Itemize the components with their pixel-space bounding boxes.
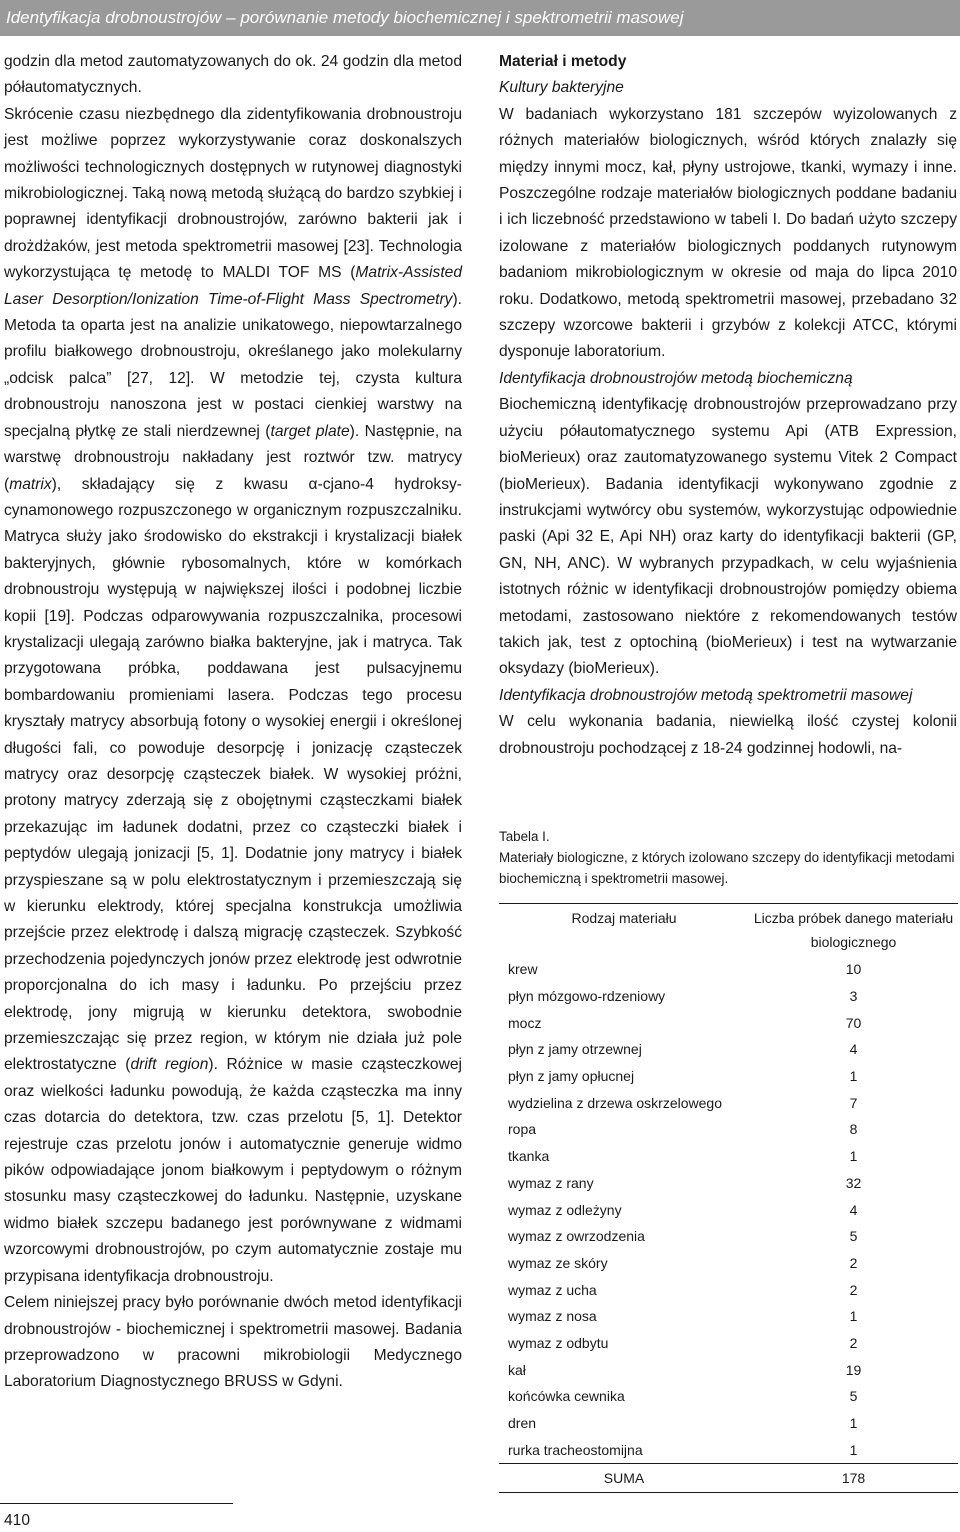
- term: drift region: [130, 1056, 209, 1074]
- material-name: kał: [508, 1361, 526, 1378]
- material-name: ropa: [508, 1121, 537, 1138]
- material-name: mocz: [508, 1014, 542, 1031]
- sample-count: 10: [845, 961, 862, 978]
- material-name: wymaz z nosa: [508, 1308, 597, 1325]
- material-name: wymaz z odleżyny: [508, 1201, 622, 1218]
- sample-count: 70: [845, 1014, 862, 1031]
- table-row: [499, 1170, 958, 1197]
- material-name: płyn z jamy otrzewnej: [508, 1041, 642, 1058]
- sample-count: 32: [845, 1174, 862, 1191]
- subsection-title: Identyfikacja drobnoustrojów metodą biochemiczną: [499, 369, 853, 387]
- material-name: wymaz z owrzodzenia: [508, 1228, 645, 1245]
- sample-count: 1: [849, 1441, 858, 1458]
- material-name: wymaz ze skóry: [508, 1254, 608, 1271]
- term: matrix: [9, 475, 52, 493]
- text-run: ). Różnice w masie cząsteczkowej oraz wielkości ładunku powodują, że każda cząsteczka ma inny czas dotarcia do detektora, tzw. czas przelotu [5, 1]. Detektor rejestruje czas przelotu jonów i automatycznie generuje widmo pików odpowiadające jonom białkowym i peptydowym o różnym stosunku masy cząsteczkowej do ładunku. Następnie, uzyskane widmo białek szczepu badanego jest porównywane z widmami wzorcowymi drobnoustrojów, po czym automatycznie zostaje mu przypisana identyfikacja drobnoustroju.: [4, 1056, 462, 1285]
- sample-count: 2: [849, 1334, 858, 1351]
- sample-count: 2: [849, 1254, 858, 1271]
- table-row: [499, 1116, 958, 1143]
- subsection-title: Kultury bakteryjne: [499, 79, 624, 97]
- table-row: [499, 1143, 958, 1170]
- material-name: krew: [508, 961, 538, 978]
- table-sum-row: [499, 1464, 958, 1493]
- sample-count: 5: [849, 1228, 858, 1245]
- table-body: [499, 956, 958, 1464]
- paragraph: W badaniach wykorzystano 181 szczepów wyizolowanych z różnych materiałów biologicznych, wśród których znalazły się między innymi mocz, kał, płyny ustrojowe, tkanki, wymazy i inne. Poszczególne rodzaje materiałów biologicznych poddane badaniu i ich liczebność przedstawiono w tabeli I. Do badań użyto szczepy izolowane z materiałów biologicznych poddanych rutynowym badaniom mikrobiologicznym w okresie od maja do lipca 2010 roku. Dodatkowo, metodą spektrometrii masowej, przebadano 32 szczepy wzorcowe bakterii i grzybów z kolekcji ATCC, którymi dysponuje laboratorium.: [499, 105, 957, 361]
- material-name: dren: [508, 1415, 537, 1432]
- table-row: [499, 956, 958, 983]
- table-row: [499, 1330, 958, 1357]
- material-name: płyn mózgowo-rdzeniowy: [508, 988, 666, 1005]
- sample-count: 8: [849, 1121, 858, 1138]
- sample-count: 4: [849, 1201, 858, 1218]
- table-label: Tabela I.: [499, 829, 550, 844]
- sample-count: 1: [849, 1308, 858, 1325]
- material-name: wymaz z ucha: [508, 1281, 597, 1298]
- right-column: [499, 49, 957, 762]
- sum-label: SUMA: [499, 1464, 749, 1493]
- section-title: Materiał i metody: [499, 53, 627, 70]
- sample-count: 1: [849, 1415, 858, 1432]
- sample-count: 1: [849, 1148, 858, 1165]
- table-row: [499, 1436, 958, 1463]
- table-row: [499, 1303, 958, 1330]
- column-header-material: Rodzaj materiału: [499, 904, 749, 957]
- material-name: wydzielina z drzewa oskrzelowego: [508, 1094, 722, 1111]
- material-name: wymaz z rany: [508, 1174, 594, 1191]
- sample-count: 7: [849, 1094, 858, 1111]
- text-run: ). Następnie, na warstwę drobnoustroju nakładany jest roztwór tzw. matrycy (: [4, 422, 462, 493]
- material-name: wymaz z odbytu: [508, 1334, 609, 1351]
- sample-count: 5: [849, 1388, 858, 1405]
- text-run: ). Metoda ta oparta jest na analizie unikatowego, niepowtarzalnego profilu białkowego drobnoustroju, określanego jako molekularny „odcisk palca” [27, 12]. W metodzie tej, czysta kultura drobnoustroju nanoszona jest w postaci cienkiej warstwy na specjalną płytkę ze stali nierdzewnej (: [4, 290, 462, 440]
- subsection-title: Identyfikacja drobnoustrojów metodą spektrometrii masowej: [499, 686, 913, 704]
- materials-table: [499, 903, 958, 1493]
- table-row: [499, 1223, 958, 1250]
- table-row: [499, 1036, 958, 1063]
- term: Matrix-Assisted Laser Desorption/Ionization Time-of-Flight Mass Spectrometry: [4, 264, 462, 308]
- sample-count: 19: [845, 1361, 862, 1378]
- table-row: [499, 1009, 958, 1036]
- table-row: [499, 1250, 958, 1277]
- material-name: końcówka cewnika: [508, 1388, 625, 1405]
- text-run: Skrócenie czasu niezbędnego dla zidentyfikowania drobnoustroju jest możliwe poprzez wykorzystywanie coraz doskonalszych możliwości technologicznych dostępnych w rutynowej diagnostyki mikrobiologicznej. Taką nową metodą służącą do bardzo szybkiej i poprawnej identyfikacji drobnoustrojów, zarówno bakterii jak i drożdżaków, jest metoda spektrometrii masowej [23]. Technologia wykorzystująca tę metodę to MALDI TOF MS (: [4, 105, 462, 282]
- term: target plate: [270, 422, 350, 440]
- paragraph-maldi: [4, 102, 462, 1290]
- sum-value: 178: [749, 1464, 958, 1493]
- footer-rule: [0, 1503, 233, 1504]
- page-number: 410: [4, 1512, 31, 1529]
- table-row: [499, 1383, 958, 1410]
- table-row: [499, 1089, 958, 1116]
- column-header-count: Liczba próbek danego materiału biologicznego: [749, 904, 958, 957]
- table-row: [499, 1276, 958, 1303]
- sample-count: 2: [849, 1281, 858, 1298]
- paragraph: Biochemiczną identyfikację drobnoustrojów przeprowadzano przy użyciu półautomatycznego systemu Api (ATB Expression, bioMerieux) oraz zautomatyzowanego systemu Vitek 2 Compact (bioMerieux). Badania identyfikacji wykonywano zgodnie z instrukcjami wytwórcy obu systemów, wykorzystując odpowiednie paski (Api 32 E, Api NH) oraz karty do identyfikacji bakterii (GP, GN, NH, ANC). W wybranych przypadkach, w celu wyjaśnienia istotnych różnic w identyfikacji drobnoustrojów pomiędzy obiema metodami, zastosowano niektóre z rekomendowanych testów takich jak, test z optochiną (bioMerieux) i test na wytwarzanie oksydazy (bioMerieux).: [499, 396, 957, 678]
- table-row: [499, 1063, 958, 1090]
- material-name: rurka tracheostomijna: [508, 1441, 643, 1458]
- left-column: [4, 49, 462, 1396]
- table-header-row: [499, 904, 958, 957]
- paragraph: godzin dla metod zautomatyzowanych do ok. 24 godzin dla metod półautomatycznych.: [4, 53, 462, 97]
- table-row: [499, 1356, 958, 1383]
- material-name: płyn z jamy opłucnej: [508, 1068, 635, 1085]
- table-row: [499, 1196, 958, 1223]
- material-name: tkanka: [508, 1148, 550, 1165]
- sample-count: 3: [849, 988, 858, 1005]
- table-caption: [499, 826, 959, 889]
- table-caption-text: Materiały biologiczne, z których izolowano szczepy do identyfikacji metodami biochemiczną i spektrometrii masowej.: [499, 850, 955, 886]
- paragraph: W celu wykonania badania, niewielką ilość czystej kolonii drobnoustroju pochodzącej z 18-24 godzinnej hodowli, na-: [499, 713, 957, 757]
- table-row: [499, 1410, 958, 1437]
- text-run: ), składający się z kwasu α-cjano-4 hydroksy-cynamonowego rozpuszczonego w organicznym rozpuszczalniku. Matryca służy jako środowisko do ekstrakcji i krystalizacji białek bakteryjnych, głównie rybosomalnych, które w komórkach drobnoustroju występują w największej ilości i podobnej liczbie kopii [19]. Podczas odparowywania rozpuszczalnika, procesowi krystalizacji ulegają zarówno białka bakteryjne, jak i matryca. Tak przygotowana próbka, poddawana jest pulsacyjnemu bombardowaniu promieniami lasera. Podczas tego procesu kryształy matrycy absorbują fotony o wysokiej energii i określonej długości fali, co powoduje desorpcję i jonizację cząsteczek matrycy oraz desorpcję cząsteczek białek. W wysokiej próżni, protony matrycy zderzają się z obojętnymi cząsteczkami białek przekazując im ładunek dodatni, przez co cząsteczki białek i peptydów ulegają jonizacji [5, 1]. Dodatnie jony matrycy i białek przyspieszane są w polu elektrostatycznym i przemieszczają się w kierunku elektrody, której specjalna konstrukcja umożliwia przejście przez elektrodę i dalszą migrację cząsteczek. Szybkość przechodzenia pojedynczych jonów przez elektrodę jest odwrotnie proporcjonalna do ich masy i ładunku. Po przejściu przez elektrodę, jony migrują w kierunku detektora, swobodnie przemieszczając się przez region, w którym nie działa już pole elektrostatyczne (: [4, 475, 462, 1074]
- running-header: Identyfikacja drobnoustrojów – porównanie metody biochemicznej i spektrometrii masowej: [0, 0, 960, 36]
- paragraph-aim: Celem niniejszej pracy było porównanie dwóch metod identyfikacji drobnoustrojów - biochemicznej i spektrometrii masowej. Badania przeprowadzono w pracowni mikrobiologii Medycznego Laboratorium Diagnostycznego BRUSS w Gdyni.: [4, 1294, 462, 1391]
- sample-count: 1: [849, 1068, 858, 1085]
- sample-count: 4: [849, 1041, 858, 1058]
- table-row: [499, 983, 958, 1010]
